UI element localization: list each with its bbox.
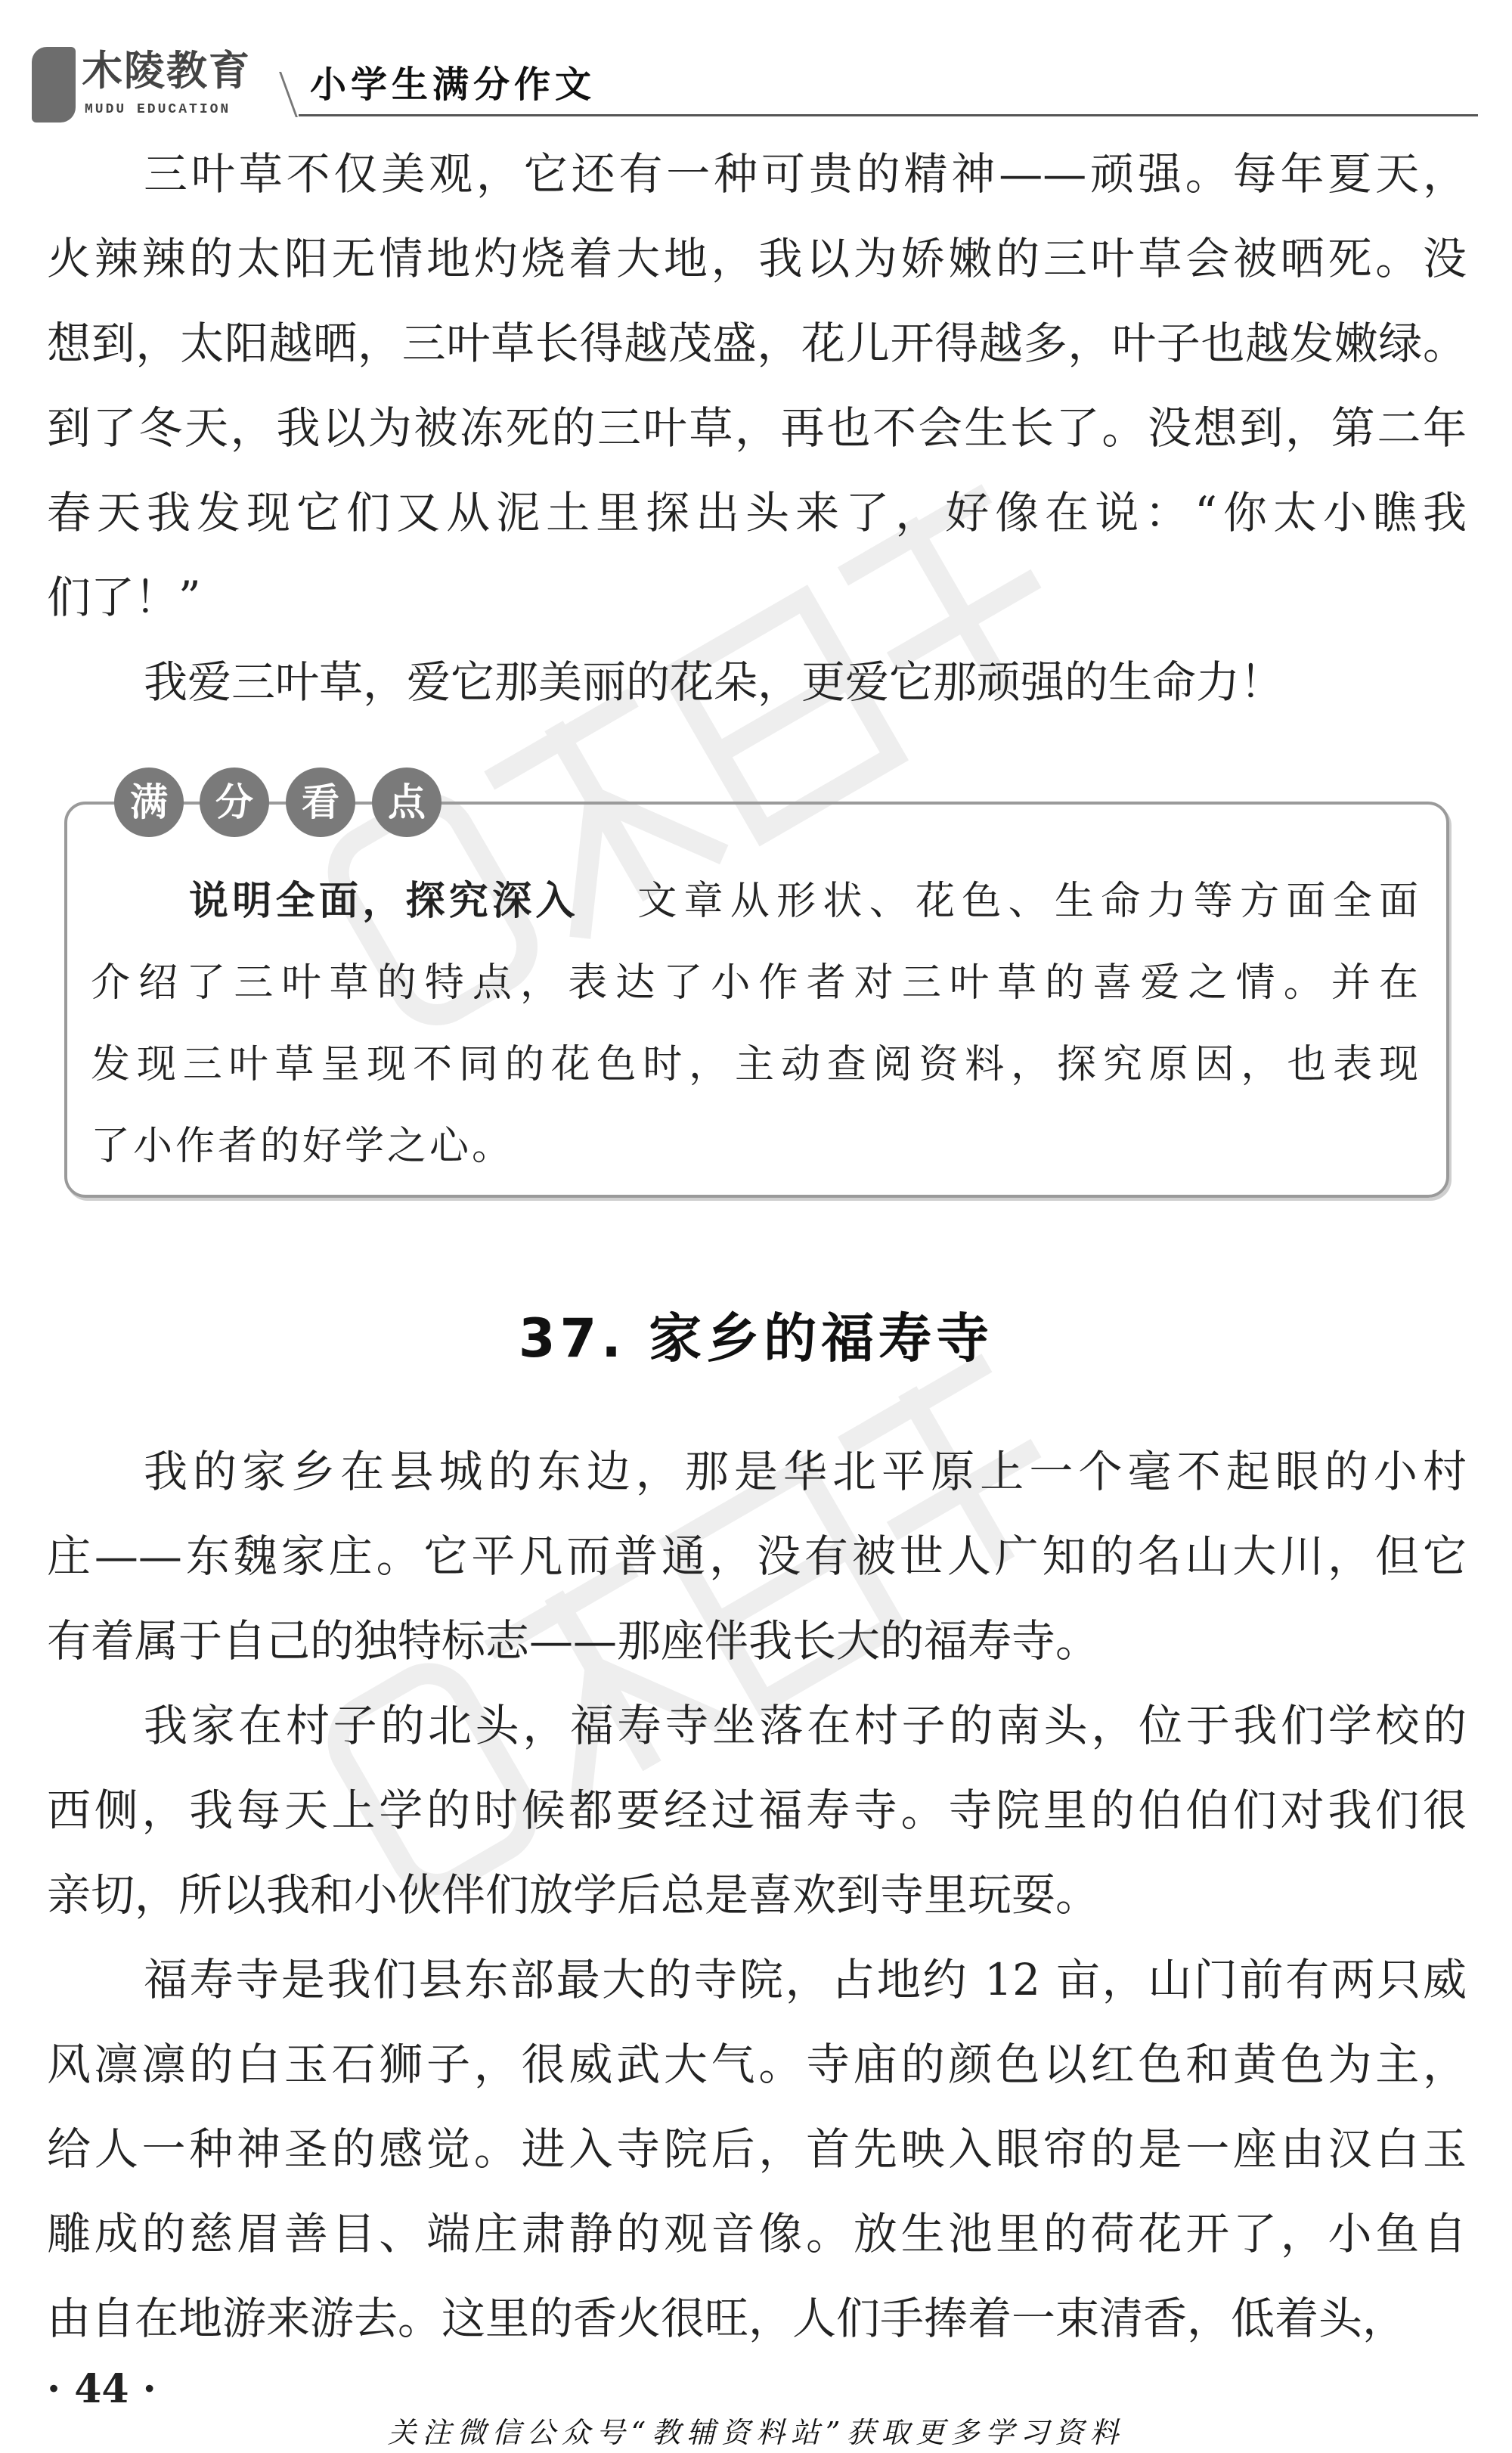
- badge-char: 满: [114, 768, 184, 837]
- essay-body: [47, 1429, 1467, 2361]
- text-line: 亲切，所以我和小伙伴们放学后总是喜欢到寺里玩耍。: [47, 1869, 1100, 1921]
- logo-mark-icon: [32, 47, 76, 122]
- text-line: 庄——东魏家庄。它平凡而普通，没有被世人广知的名山大川，但它: [47, 1530, 1467, 1582]
- paragraph: [47, 640, 1467, 724]
- comment-text: [91, 861, 1421, 1187]
- text-line: 有着属于自己的独特标志——那座伴我长大的福寿寺。: [47, 1615, 1100, 1667]
- comment-line: 介绍了三叶草的特点，表达了小作者对三叶草的喜爱之情。并在: [91, 960, 1421, 1006]
- logo-english: MUDU EDUCATION: [85, 102, 231, 117]
- text-line: 我的家乡在县城的东边，那是华北平原上一个毫不起眼的小村: [144, 1446, 1467, 1497]
- page-number: · 44 ·: [47, 2366, 156, 2412]
- text-line: 春天我发现它们又从泥土里探出头来了，好像在说：“你太小瞧我: [47, 487, 1467, 538]
- text-line: 给人一种神圣的感觉。进入寺院后，首先映入眼帘的是一座由汉白玉: [47, 2123, 1467, 2175]
- header-rule: [299, 114, 1478, 116]
- comment-line: 发现三叶草呈现不同的花色时，主动查阅资料，探究原因，也表现: [91, 1042, 1421, 1087]
- publisher-logo: [32, 47, 281, 122]
- badge-char: 看: [286, 768, 355, 837]
- comment-lead: 说明全面，探究深入: [189, 879, 579, 924]
- badge-char: 分: [200, 768, 269, 837]
- paragraph: [47, 1429, 1467, 1683]
- paragraph: [47, 1683, 1467, 1937]
- text-line: 们了！”: [47, 572, 201, 623]
- text-line: 我爱三叶草，爱它那美丽的花朵，更爱它那顽强的生命力！: [144, 656, 1284, 708]
- text-line: 风凛凛的白玉石狮子，很威武大气。寺庙的颜色以红色和黄色为主，: [47, 2039, 1467, 2090]
- text-line: 我家在村子的北头，福寿寺坐落在村子的南头，位于我们学校的: [144, 1700, 1467, 1751]
- text-line: 到了冬天，我以为被冻死的三叶草，再也不会生长了。没想到，第二年: [47, 402, 1467, 454]
- text-line: 西侧，我每天上学的时候都要经过福寿寺。寺院里的伯伯们对我们很: [47, 1785, 1467, 1836]
- essay-end: [47, 132, 1467, 724]
- text-line: 雕成的慈眉善目、端庄肃静的观音像。放生池里的荷花开了，小鱼自: [47, 2208, 1467, 2259]
- badge-char: 点: [372, 768, 442, 837]
- text-line: 火辣辣的太阳无情地灼烧着大地，我以为娇嫩的三叶草会被晒死。没: [47, 233, 1467, 284]
- header-divider: [279, 72, 298, 117]
- text-line: 由自在地游来游去。这里的香火很旺，人们手捧着一束清香，低着头，: [47, 2293, 1407, 2344]
- footer-note: 关注微信公众号“教辅资料站”获取更多学习资料: [387, 2416, 1125, 2449]
- book-title: 小学生满分作文: [310, 64, 596, 106]
- essay-title: 37. 家乡的福寿寺: [518, 1307, 994, 1369]
- comment-first-line: 文章从形状、花色、生命力等方面全面: [637, 879, 1421, 924]
- comment-line: 了小作者的好学之心。: [91, 1124, 515, 1169]
- text-line: 想到，太阳越晒，三叶草长得越茂盛，花儿开得越多，叶子也越发嫩绿。: [47, 318, 1467, 369]
- logo-name: 木陵教育: [82, 47, 251, 95]
- paragraph: [47, 1937, 1467, 2361]
- paragraph: [47, 132, 1467, 640]
- text-line: 福寿寺是我们县东部最大的寺院，占地约 12 亩，山门前有两只威: [144, 1954, 1467, 2005]
- text-line: 三叶草不仅美观，它还有一种可贵的精神——顽强。每年夏天，: [144, 148, 1467, 200]
